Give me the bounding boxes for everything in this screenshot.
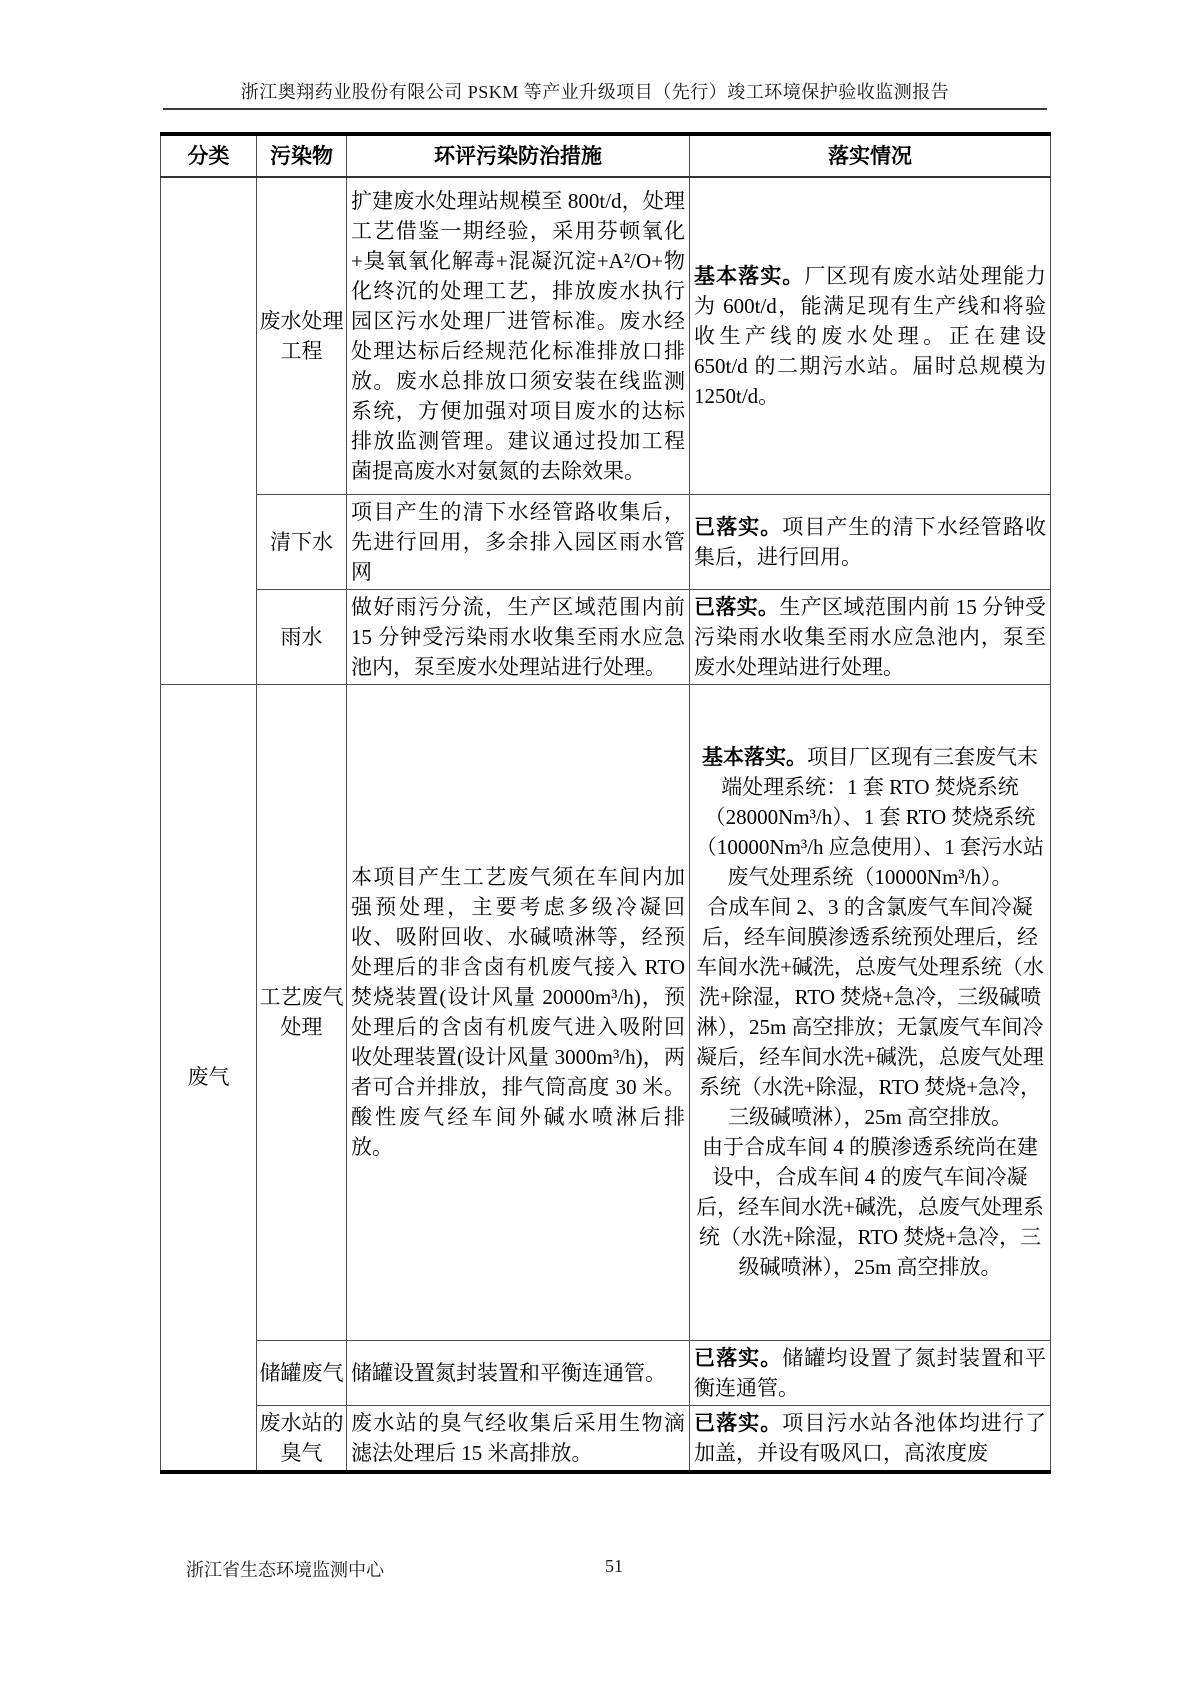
measure-wastewater-station-odor: 废水站的臭气经收集后采用生物滴滤法处理后 15 米高排放。 <box>347 1405 690 1472</box>
status-paragraph: 合成车间 2、3 的含氯废气车间冷凝后，经车间膜渗透系统预处理后，经车间水洗+碱洗，总废气处理系统（水洗+除湿，RTO 焚烧+急冷，三级碱喷淋），25m 高空排放；无氯废气车间冷凝后，经车间水洗+碱洗，总废气处理系统（水洗+除湿，RTO 焚烧+急冷，三级碱喷淋），25m 高空排放。 <box>696 895 1044 1129</box>
status-verdict: 已落实。 <box>694 594 780 619</box>
measure-rainwater: 做好雨污分流，生产区域范围内前 15 分钟受污染雨水收集至雨水应急池内，泵至废水处理站进行处理。 <box>347 589 690 684</box>
pollutant-storage-tank-gas: 储罐废气 <box>257 1340 347 1405</box>
column-header-category: 分类 <box>161 134 257 177</box>
table-header-row <box>161 134 1051 177</box>
measure-clean-wastewater: 项目产生的清下水经管路收集后，先进行回用，多余排入园区雨水管网 <box>347 494 690 589</box>
column-header-pollutant: 污染物 <box>257 134 347 177</box>
status-clean-wastewater <box>690 494 1051 589</box>
status-rainwater <box>690 589 1051 684</box>
header-divider <box>163 108 1047 110</box>
footer-page-number: 51 <box>605 1556 623 1576</box>
status-verdict: 基本落实。 <box>694 263 805 288</box>
status-detail: 储罐均设置了氮封装置和平衡连通管。 <box>694 1345 1047 1400</box>
status-detail: 项目厂区现有三套废气末端处理系统：1 套 RTO 焚烧系统（28000Nm³/h）、1 套 RTO 焚烧系统（10000Nm³/h 应急使用）、1 套污水站废气处理系统（10000Nm³/h）。 <box>695 745 1045 889</box>
status-storage-tank-gas <box>690 1340 1051 1405</box>
table-row <box>161 684 1051 1340</box>
category-cell-wastewater <box>161 177 257 684</box>
status-paragraph <box>694 742 1046 892</box>
status-verdict: 已落实。 <box>694 514 783 539</box>
pollutant-wastewater-station-odor: 废水站的臭气 <box>257 1405 347 1472</box>
table-row <box>161 177 1051 494</box>
pollutant-wastewater-treatment-project: 废水处理工程 <box>257 177 347 494</box>
status-verdict: 基本落实。 <box>702 745 807 769</box>
status-detail: 项目污水站各池体均进行了加盖，并设有吸风口，高浓度废 <box>694 1410 1047 1465</box>
status-detail: 厂区现有废水站处理能力为 600t/d，能满足现有生产线和将验收生产线的废水处理。正在建设 650t/d 的二期污水站。届时总规模为 1250t/d。 <box>694 263 1047 408</box>
pollution-measures-table <box>160 132 1051 1474</box>
pollutant-clean-wastewater: 清下水 <box>257 494 347 589</box>
status-verdict: 已落实。 <box>694 1410 783 1435</box>
measure-wastewater-treatment-project: 扩建废水处理站规模至 800t/d，处理工艺借鉴一期经验，采用芬顿氧化+臭氧氧化解毒+混凝沉淀+A²/O+物化终沉的处理工艺，排放废水执行园区污水处理厂进管标准。废水经处理达标后经规范化标准排放口排放。废水总排放口须安装在线监测系统，方便加强对项目废水的达标排放监测管理。建议通过投加工程菌提高废水对氨氮的去除效果。 <box>347 177 690 494</box>
table-row <box>161 494 1051 589</box>
column-header-status: 落实情况 <box>690 134 1051 177</box>
category-cell-waste-gas: 废气 <box>161 684 257 1472</box>
status-wastewater-station-odor <box>690 1405 1051 1472</box>
measure-process-waste-gas: 本项目产生工艺废气须在车间内加强预处理，主要考虑多级冷凝回收、吸附回收、水碱喷淋等，经预处理后的非含卤有机废气接入 RTO 焚烧装置(设计风量 20000m³/h)，预处理后的含卤有机废气进入吸附回收处理装置(设计风量 3000m³/h)，两者可合并排放，排气筒高度 30 米。酸性废气经车间外碱水喷淋后排放。 <box>347 684 690 1340</box>
status-detail: 项目产生的清下水经管路收集后，进行回用。 <box>694 514 1047 569</box>
status-verdict: 已落实。 <box>694 1345 783 1370</box>
status-process-waste-gas <box>690 684 1051 1340</box>
status-wastewater-treatment-project <box>690 177 1051 494</box>
column-header-measures: 环评污染防治措施 <box>347 134 690 177</box>
table-row <box>161 589 1051 684</box>
document-header-title: 浙江奥翔药业股份有限公司 PSKM 等产业升级项目（先行）竣工环境保护验收监测报告 <box>240 82 950 102</box>
measure-storage-tank-gas: 储罐设置氮封装置和平衡连通管。 <box>347 1340 690 1405</box>
pollutant-process-waste-gas: 工艺废气处理 <box>257 684 347 1340</box>
pollutant-rainwater: 雨水 <box>257 589 347 684</box>
footer-organization: 浙江省生态环境监测中心 <box>186 1560 384 1580</box>
table-row <box>161 1340 1051 1405</box>
status-paragraph: 由于合成车间 4 的膜渗透系统尚在建设中，合成车间 4 的废气车间冷凝后，经车间水洗+碱洗，总废气处理系统（水洗+除湿，RTO 焚烧+急冷，三级碱喷淋），25m 高空排放。 <box>696 1135 1044 1279</box>
table-row <box>161 1405 1051 1472</box>
status-detail: 生产区域范围内前 15 分钟受污染雨水收集至雨水应急池内，泵至废水处理站进行处理。 <box>694 594 1046 679</box>
